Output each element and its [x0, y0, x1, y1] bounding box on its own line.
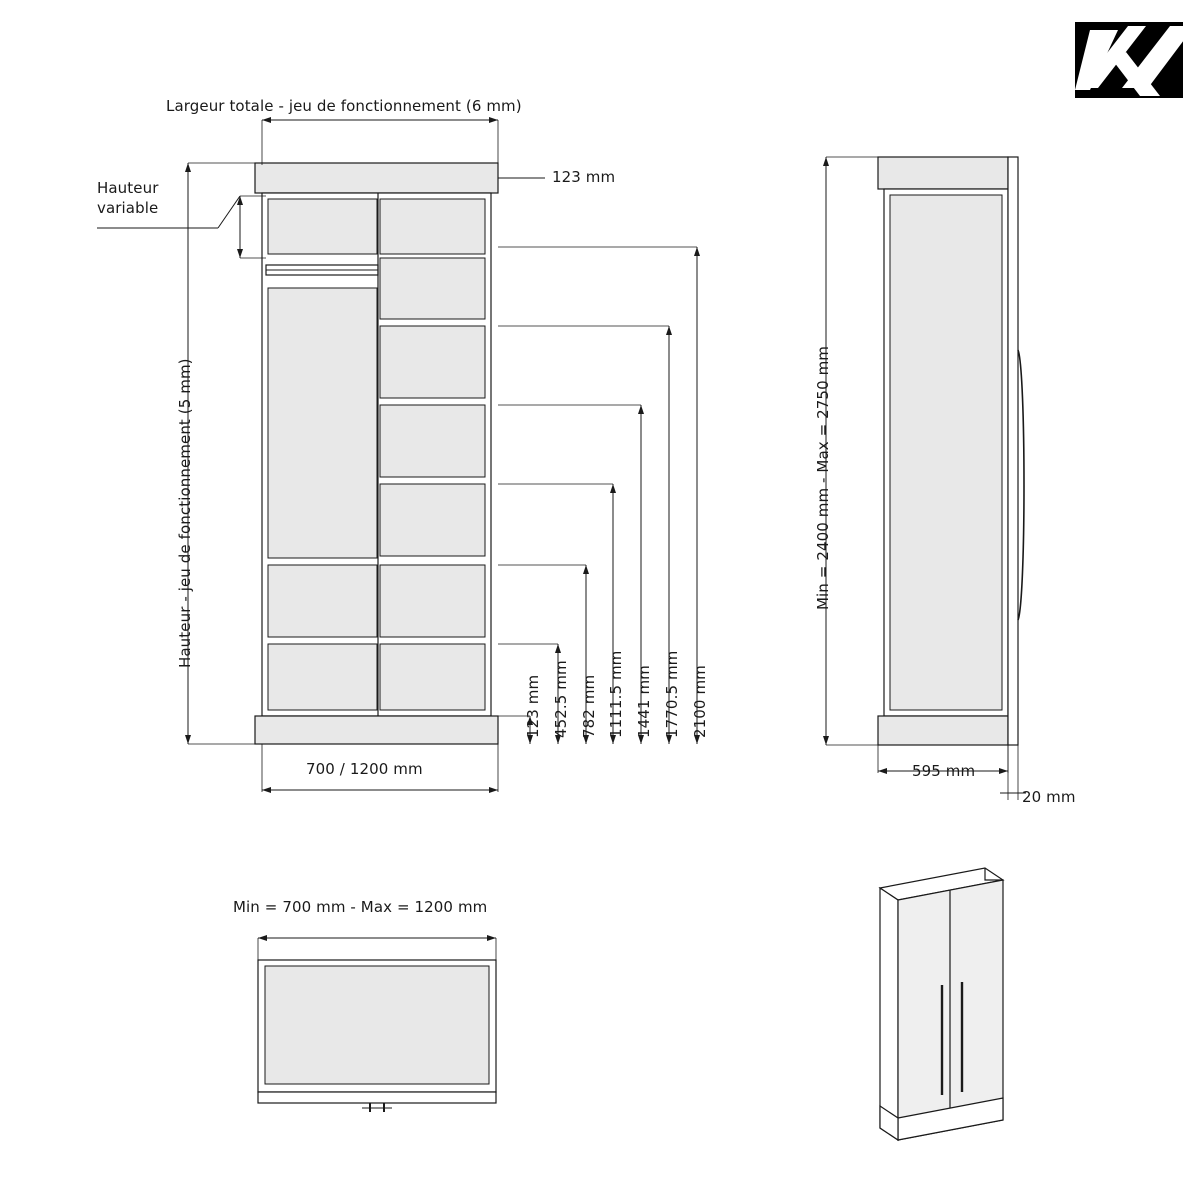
stack-label-1770-5: 1770.5 mm — [663, 650, 681, 738]
side-view — [826, 157, 1026, 800]
stack-label-123: 123 mm — [524, 674, 542, 738]
front-top-width-label: Largeur totale - jeu de fonctionnement (6 mm) — [166, 97, 522, 115]
stack-label-1441: 1441 mm — [635, 665, 653, 738]
top-view-width-label: Min = 700 mm - Max = 1200 mm — [233, 898, 488, 916]
front-height-label: Hauteur - jeu de fonctionnement (5 mm) — [176, 358, 194, 668]
stack-label-2100: 2100 mm — [691, 665, 709, 738]
side-height-label: Min = 2400 mm - Max = 2750 mm — [814, 345, 832, 610]
stack-label-452-5: 452.5 mm — [552, 660, 570, 738]
stack-label-782: 782 mm — [580, 674, 598, 738]
side-depth-label: 595 mm — [912, 762, 976, 780]
perspective-view — [880, 868, 1003, 1140]
hauteur-variable-note: Hauteur variable — [97, 179, 159, 217]
side-overhang-label: 20 mm — [1022, 788, 1076, 806]
k-logo — [1075, 22, 1184, 98]
front-bottom-width-label: 700 / 1200 mm — [306, 760, 423, 778]
top-view — [258, 938, 496, 1112]
stack-label-1111-5: 1111.5 mm — [607, 650, 625, 738]
front-band-123-label: 123 mm — [552, 168, 616, 186]
